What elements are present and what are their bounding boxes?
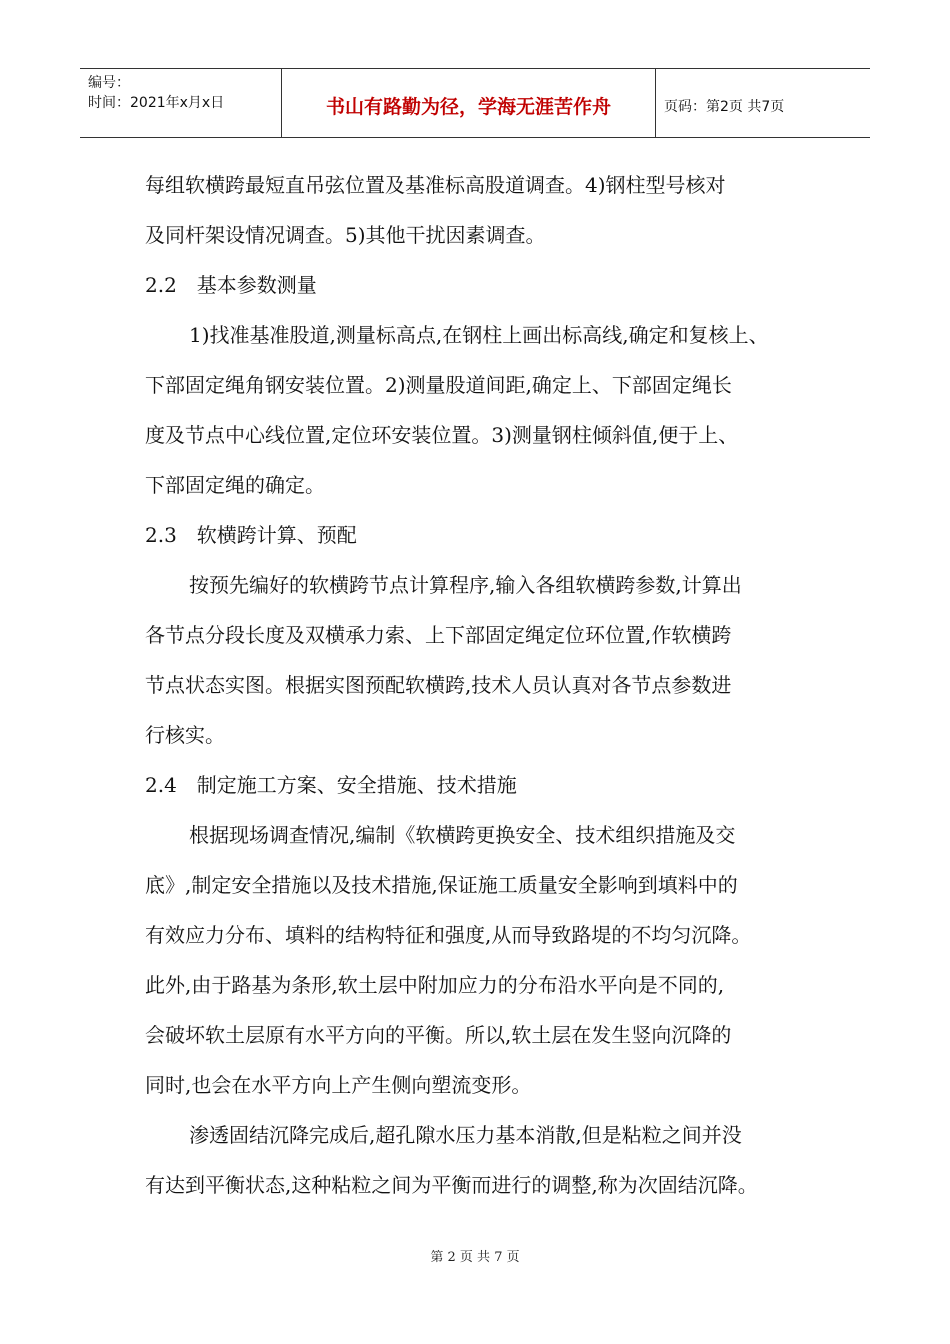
body-line: 按预先编好的软横跨节点计算程序,输入各组软横跨参数,计算出 (189, 573, 742, 597)
date-line: 时间：2021年x月x日 (88, 95, 225, 111)
body-line: 渗透固结沉降完成后,超孔隙水压力基本消散,但是粘粒之间并没 (189, 1123, 742, 1147)
body-line: 会破坏软土层原有水平方向的平衡。所以,软土层在发生竖向沉降的 (145, 1023, 732, 1047)
body-line: 有效应力分布、填料的结构特征和强度,从而导致路堤的不均匀沉降。 (145, 923, 752, 947)
section-heading-2-3: 2.3 软横跨计算、预配 (145, 523, 357, 547)
page-header (80, 68, 870, 138)
header-meta (80, 69, 282, 137)
body-line: 有达到平衡状态,这种粘粒之间为平衡而进行的调整,称为次固结沉降。 (145, 1173, 758, 1197)
document-body (145, 160, 825, 1210)
body-line: 各节点分段长度及双横承力索、上下部固定绳定位环位置,作软横跨 (145, 623, 732, 647)
body-line: 行核实。 (145, 723, 225, 747)
section-heading-2-2: 2.2 基本参数测量 (145, 273, 317, 297)
body-line: 下部固定绳角钢安装位置。2)测量股道间距,确定上、下部固定绳长 (145, 373, 732, 397)
section-heading-2-4: 2.4 制定施工方案、安全措施、技术措施 (145, 773, 517, 797)
body-line: 节点状态实图。根据实图预配软横跨,技术人员认真对各节点参数进 (145, 673, 732, 697)
body-line: 下部固定绳的确定。 (145, 473, 325, 497)
header-page-info: 页码：第2页 共7页 (664, 99, 785, 115)
body-line: 此外,由于路基为条形,软土层中附加应力的分布沿水平向是不同的, (145, 973, 725, 997)
body-line: 1)找准基准股道,测量标高点,在钢柱上画出标高线,确定和复核上、 (189, 323, 769, 347)
body-line: 同时,也会在水平方向上产生侧向塑流变形。 (145, 1073, 532, 1097)
header-motto: 书山有路勤为径，学海无涯苦作舟 (282, 69, 656, 137)
number-label: 编号： (88, 75, 130, 91)
body-line: 每组软横跨最短直吊弦位置及基准标高股道调查。4)钢柱型号核对 (145, 173, 726, 197)
body-line: 及同杆架设情况调查。5)其他干扰因素调查。 (145, 223, 546, 247)
body-line: 度及节点中心线位置,定位环安装位置。3)测量钢柱倾斜值,便于上、 (145, 423, 739, 447)
page-footer: 第 2 页 共 7 页 (430, 1250, 520, 1265)
body-line: 根据现场调查情况,编制《软横跨更换安全、技术组织措施及交 (189, 823, 736, 847)
body-line: 底》,制定安全措施以及技术措施,保证施工质量安全影响到填料中的 (145, 873, 738, 897)
